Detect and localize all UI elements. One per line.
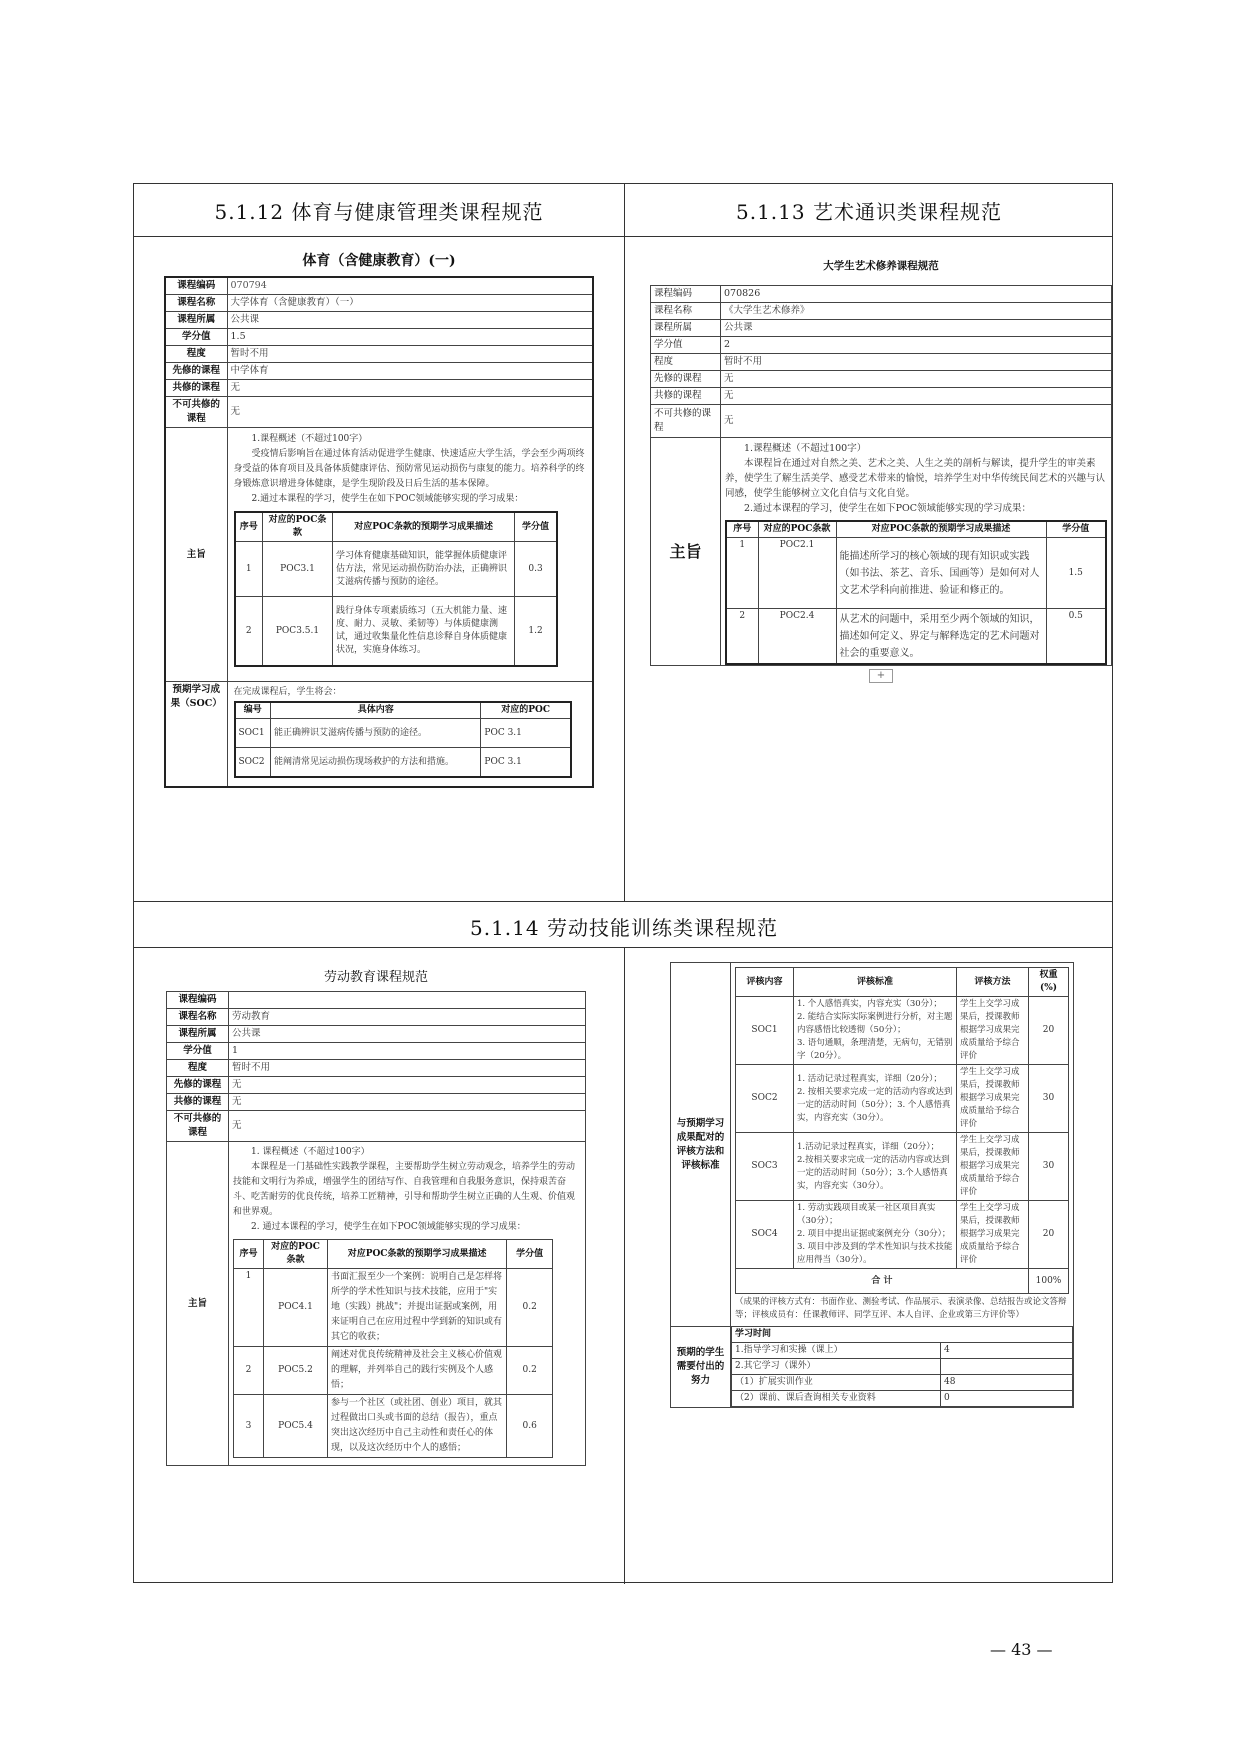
- pe-soc-intro: 在完成课程后，学生将会：: [233, 687, 342, 697]
- th-eval-method: 评核方法: [957, 968, 1029, 997]
- cell: 4: [940, 1343, 1072, 1359]
- cell: 0.6: [507, 1395, 553, 1458]
- table-row: [235, 542, 557, 597]
- cell: 1: [235, 542, 263, 597]
- cell: SOC4: [736, 1201, 794, 1269]
- cell: 学生上交学习成果后，授课教师根据学习成果完成质量给予综合评价: [957, 1133, 1029, 1201]
- th-credit: 学分值: [507, 1240, 553, 1269]
- value-course-name: 劳动教育: [229, 1009, 586, 1026]
- page-number: — 43 —: [990, 1640, 1053, 1659]
- cell: 2: [234, 1347, 264, 1395]
- value-course-code: 070826: [721, 286, 1112, 303]
- cell: 3. 项目中涉及到的学术性知识与技术技能应用得当（30分）。: [797, 1242, 953, 1265]
- cell: 0.2: [507, 1269, 553, 1347]
- cell: 1.5: [1046, 538, 1106, 609]
- table-row: [732, 1391, 1073, 1407]
- cell: POC5.2: [264, 1347, 328, 1395]
- cell: 学生上交学习成果后，授课教师根据学习成果完成质量给予综合评价: [957, 1201, 1029, 1269]
- section-heading-5-1-13: 5.1.13 艺术通识类课程规范: [736, 200, 1002, 224]
- cell: 1. 个人感悟真实，内容充实（30分）；: [797, 999, 942, 1009]
- th-desc: 对应POC条款的预期学习成果描述: [328, 1240, 507, 1269]
- label-soc: 预期学习成果（SOC）: [165, 682, 227, 788]
- cell: 学生上交学习成果后，授课教师根据学习成果完成质量给予综合评价: [957, 997, 1029, 1065]
- label-level: 程度: [167, 1060, 229, 1077]
- labor-goal-heading: 2. 通过本课程的学习，使学生在如下POC领域能够实现的学习成果：: [251, 1222, 526, 1232]
- cell: 书面汇报至少一个案例：说明自己是怎样将所学的学术性知识与技术技能，应用于"实地（实践）挑战"；并提出证据或案例，用来证明自己在应用过程中学到新的知识或有其它的收获；: [328, 1269, 507, 1347]
- value-exclusive: 无: [721, 405, 1112, 438]
- pe-goal-heading: 2.通过本课程的学习，使学生在如下POC领域能够实现的学习成果：: [251, 494, 524, 504]
- art-goal-heading: 2.通过本课程的学习，使学生在如下POC领域能够实现的学习成果：: [744, 503, 1032, 514]
- cell: 1: [726, 538, 758, 609]
- eval-note: （成果的评核方式有：书面作业、测验考试、作品展示、表演录像、总结报告或论文答辩等；评核成员有：任课教师评、同学互评、本人自评、企业或第三方评价等）: [735, 1297, 1067, 1320]
- cell: 1.指导学习和实操（课上）: [732, 1343, 941, 1359]
- cell: POC3.1: [263, 542, 333, 597]
- cell: POC2.4: [758, 609, 836, 665]
- cell: 1: [234, 1269, 264, 1347]
- cell: 0.3: [515, 542, 557, 597]
- pe-intro-heading: 1.课程概述（不超过100字）: [251, 434, 368, 444]
- labor-title: 劳动教育课程规范: [323, 970, 428, 985]
- pe-poc-table: [234, 511, 558, 667]
- divider: [134, 901, 1112, 902]
- label-purpose: 主旨: [165, 428, 227, 682]
- th-poc: 对应的POC条款: [264, 1240, 328, 1269]
- cell: 学生上交学习成果后，授课教师根据学习成果完成质量给予综合评价: [957, 1065, 1029, 1133]
- th-soc-poc: 对应的POC: [481, 702, 571, 719]
- cell: 合 计: [736, 1269, 1029, 1294]
- cell: [940, 1359, 1072, 1375]
- cell: 践行身体专项素质练习（五大机能力量、速度、耐力、灵敏、柔韧等）与体质健康测试，通过收集量化性信息诊释自身体质健康状况，实施身体练习。: [333, 597, 515, 667]
- eval-table: [670, 962, 1074, 1408]
- th-poc: 对应的POC条款: [263, 512, 333, 542]
- labor-spec-table: [166, 991, 586, 1466]
- label-exclusive: 不可共修的课程: [167, 1111, 229, 1142]
- th-soc-id: 编号: [235, 702, 271, 719]
- cell: SOC2: [736, 1065, 794, 1133]
- table-row: [736, 1133, 1069, 1201]
- cell: （2）课前、课后查询相关专业资料: [732, 1391, 941, 1407]
- table-row: [736, 997, 1069, 1065]
- table-row: [235, 597, 557, 667]
- label-credits: 学分值: [651, 337, 721, 354]
- labor-intro-heading: 1. 课程概述（不超过100字）: [251, 1147, 370, 1157]
- label-exclusive: 不可共修的课程: [165, 397, 227, 428]
- cell: 1.活动记录过程真实，详细（20分）；: [797, 1141, 940, 1152]
- table-row: [234, 1269, 553, 1347]
- cell: 0: [940, 1391, 1072, 1407]
- cell: 从艺术的问题中，采用至少两个领域的知识，描述如何定义、界定与解释选定的艺术问题对社会的重要意义。: [836, 609, 1046, 665]
- th-eval-weight: 权重(%): [1029, 968, 1069, 997]
- pe-spec-table: [164, 276, 594, 788]
- cell: 0.2: [507, 1347, 553, 1395]
- value-course-code: [229, 992, 586, 1009]
- cell: 0.5: [1046, 609, 1106, 665]
- label-course-name: 课程名称: [167, 1009, 229, 1026]
- cell: 1.2: [515, 597, 557, 667]
- label-coreq: 共修的课程: [651, 388, 721, 405]
- value-coreq: 无: [229, 1094, 586, 1111]
- cell: 2: [235, 597, 263, 667]
- cell: 20: [1029, 997, 1069, 1065]
- cell: SOC3: [736, 1133, 794, 1201]
- art-spec-table: [650, 285, 1112, 666]
- th-poc: 对应的POC条款: [758, 521, 836, 538]
- value-course-type: 公共课: [229, 1026, 586, 1043]
- pe-soc-table: [234, 701, 572, 778]
- table-row: [234, 1347, 553, 1395]
- cell: 2. 按相关要求完成一定的活动内容或达到一定的活动时间（50分）；3. 个人感悟真实，内容充实（30分）。: [797, 1086, 953, 1123]
- th-credit: 学分值: [515, 512, 557, 542]
- add-row-icon: +: [869, 669, 893, 683]
- table-row: [235, 719, 571, 748]
- table-row: [736, 1065, 1069, 1133]
- cell: 能正确辨识艾滋病传播与预防的途径。: [271, 719, 481, 748]
- art-intro-heading: 1.课程概述（不超过100字）: [744, 443, 867, 454]
- label-course-code: 课程编码: [167, 992, 229, 1009]
- eval-criteria-table: [735, 967, 1069, 1294]
- label-course-name: 课程名称: [165, 295, 227, 312]
- label-credits: 学分值: [165, 329, 227, 346]
- cell: SOC2: [235, 748, 271, 778]
- cell: （1）扩展实训作业: [732, 1375, 941, 1391]
- table-row: [732, 1343, 1073, 1359]
- cell: 2.其它学习（课外）: [732, 1359, 941, 1375]
- section-heading-5-1-12: 5.1.12 体育与健康管理类课程规范: [214, 200, 544, 224]
- pe-intro-text: 受疫情后影响旨在通过体育活动促进学生健康、快速适应大学生活，学会至少两项终身受益的体育项目及具备体质健康评估、预防常见运动损伤与康复的能力。培养科学的终身锻炼意识增进身体健康，是学生现阶段及日后生活的基本保障。: [233, 449, 585, 489]
- label-coreq: 共修的课程: [165, 380, 227, 397]
- label-course-type: 课程所属: [651, 320, 721, 337]
- value-course-type: 公共课: [721, 320, 1112, 337]
- art-title: 大学生艺术修养课程规范: [823, 260, 939, 272]
- label-eval: 与预期学习成果配对的评核方法和评核标准: [671, 963, 731, 1327]
- table-row: [234, 1395, 553, 1458]
- cell: 能描述所学习的核心领域的现有知识或实践（如书法、茶艺、音乐、国画等）是如何对人文艺术学科向前推进、验证和修正的。: [836, 538, 1046, 609]
- divider: [134, 947, 1112, 948]
- cell: 48: [940, 1375, 1072, 1391]
- value-course-code: 070794: [227, 277, 593, 295]
- labor-spec-panel: [166, 962, 586, 1466]
- cell: POC2.1: [758, 538, 836, 609]
- cell: 2. 能结合实际实际案例进行分析，对主题内容感悟比较透彻（50分）；: [797, 1012, 953, 1035]
- value-course-name: 大学体育（含健康教育）（一）: [227, 295, 593, 312]
- value-credits: 2: [721, 337, 1112, 354]
- pe-spec-panel: [164, 246, 594, 788]
- art-poc-table: [725, 520, 1107, 665]
- label-course-code: 课程编码: [651, 286, 721, 303]
- th-desc: 对应POC条款的预期学习成果描述: [333, 512, 515, 542]
- effort-table: [731, 1327, 1073, 1407]
- pe-title: 体育（含健康教育）(一): [302, 253, 456, 269]
- art-spec-panel: [650, 254, 1112, 683]
- table-row: [736, 1201, 1069, 1269]
- table-row: [732, 1375, 1073, 1391]
- table-row: [726, 609, 1106, 665]
- cell: POC 3.1: [481, 719, 571, 748]
- th-no: 序号: [234, 1240, 264, 1269]
- cell: SOC1: [235, 719, 271, 748]
- cell: 学习体育健康基础知识，能掌握体质健康评估方法，常见运动损伤防治办法，正确辨识艾滋病传播与预防的途径。: [333, 542, 515, 597]
- th-eval-item: 评核内容: [736, 968, 794, 997]
- outer-table: [133, 183, 1113, 1583]
- label-exclusive: 不可共修的课程: [651, 405, 721, 438]
- labor-poc-table: [233, 1239, 553, 1458]
- cell: 30: [1029, 1133, 1069, 1201]
- label-purpose: 主旨: [651, 438, 721, 666]
- cell: 2.按相关要求完成一定的活动内容或达到一定的活动时间（50分）；3.个人感悟真实，内容充实（30分）。: [797, 1154, 950, 1191]
- cell: 2: [726, 609, 758, 665]
- eval-panel: [670, 962, 1074, 1408]
- value-course-name: 《大学生艺术修养》: [721, 303, 1112, 320]
- divider: [624, 236, 625, 901]
- label-course-type: 课程所属: [167, 1026, 229, 1043]
- th-desc: 对应POC条款的预期学习成果描述: [836, 521, 1046, 538]
- labor-intro-text: 本课程是一门基础性实践教学课程，主要帮助学生树立劳动观念，培养学生的劳动技能和文明行为养成，增强学生的团结写作、自我管理和自我服务意识，保持艰苦奋斗、吃苦耐劳的优良传统，培养工匠精神，引导和帮助学生树立正确的人生观、价值观和世界观。: [233, 1162, 576, 1217]
- th-eval-std: 评核标准: [794, 968, 957, 997]
- cell: 阐述对优良传统精神及社会主义核心价值观的理解，并列举自己的践行实例及个人感悟；: [328, 1347, 507, 1395]
- table-row: [235, 748, 571, 778]
- th-soc-content: 具体内容: [271, 702, 481, 719]
- label-credits: 学分值: [167, 1043, 229, 1060]
- cell: 3. 语句通顺，条理清楚，无病句，无错别字（20分）。: [797, 1038, 953, 1061]
- cell: POC 3.1: [481, 748, 571, 778]
- cell: 参与一个社区（或社团、创业）项目，就其过程做出口头或书面的总结（报告），重点突出这次经历中自己主动性和责任心的体现，以及这次经历中个人的感悟；: [328, 1395, 507, 1458]
- value-course-type: 公共课: [227, 312, 593, 329]
- label-coreq: 共修的课程: [167, 1094, 229, 1111]
- th-no: 序号: [235, 512, 263, 542]
- value-coreq: 无: [227, 380, 593, 397]
- label-level: 程度: [165, 346, 227, 363]
- cell: POC4.1: [264, 1269, 328, 1347]
- cell: SOC1: [736, 997, 794, 1065]
- value-level: 暂时不用: [227, 346, 593, 363]
- label-prereq: 先修的课程: [167, 1077, 229, 1094]
- value-prereq: 无: [721, 371, 1112, 388]
- value-credits: 1.5: [227, 329, 593, 346]
- cell: 3: [234, 1395, 264, 1458]
- value-exclusive: 无: [229, 1111, 586, 1142]
- label-course-type: 课程所属: [165, 312, 227, 329]
- value-prereq: 无: [229, 1077, 586, 1094]
- cell: 1. 活动记录过程真实，详细（20分）；: [797, 1073, 942, 1084]
- th-credit: 学分值: [1046, 521, 1106, 538]
- value-prereq: 中学体育: [227, 363, 593, 380]
- th-no: 序号: [726, 521, 758, 538]
- label-level: 程度: [651, 354, 721, 371]
- value-exclusive: 无: [227, 397, 593, 428]
- table-row: [732, 1359, 1073, 1375]
- divider: [134, 236, 1112, 237]
- cell: 100%: [1029, 1269, 1069, 1294]
- cell: 2. 项目中提出证据或案例充分（30分）；: [797, 1229, 951, 1239]
- label-prereq: 先修的课程: [165, 363, 227, 380]
- cell: 学习时间: [732, 1327, 1073, 1343]
- table-row: [736, 1269, 1069, 1294]
- value-level: 暂时不用: [229, 1060, 586, 1077]
- label-effort: 预期的学生需要付出的努力: [671, 1327, 731, 1408]
- label-course-name: 课程名称: [651, 303, 721, 320]
- value-level: 暂时不用: [721, 354, 1112, 371]
- art-intro-text: 本课程旨在通过对自然之美、艺术之美、人生之美的剖析与解读，提升学生的审美素养，使学生了解生活美学、感受艺术带来的愉悦，培养学生对中华传统民间艺术的兴趣与认同感，使学生能够树立文化自信与文化自觉。: [725, 458, 1106, 499]
- table-row: [726, 538, 1106, 609]
- section-heading-5-1-14: 5.1.14 劳动技能训练类课程规范: [470, 916, 778, 940]
- cell: 30: [1029, 1065, 1069, 1133]
- label-prereq: 先修的课程: [651, 371, 721, 388]
- value-coreq: 无: [721, 388, 1112, 405]
- cell: POC5.4: [264, 1395, 328, 1458]
- cell: 能阐清常见运动损伤现场救护的方法和措施。: [271, 748, 481, 778]
- cell: 1. 劳动实践项目或某一社区项目真实（30分）；: [797, 1203, 936, 1226]
- label-course-code: 课程编码: [165, 277, 227, 295]
- value-credits: 1: [229, 1043, 586, 1060]
- divider: [624, 947, 625, 1584]
- cell: POC3.5.1: [263, 597, 333, 667]
- cell: 20: [1029, 1201, 1069, 1269]
- label-purpose: 主旨: [167, 1142, 229, 1466]
